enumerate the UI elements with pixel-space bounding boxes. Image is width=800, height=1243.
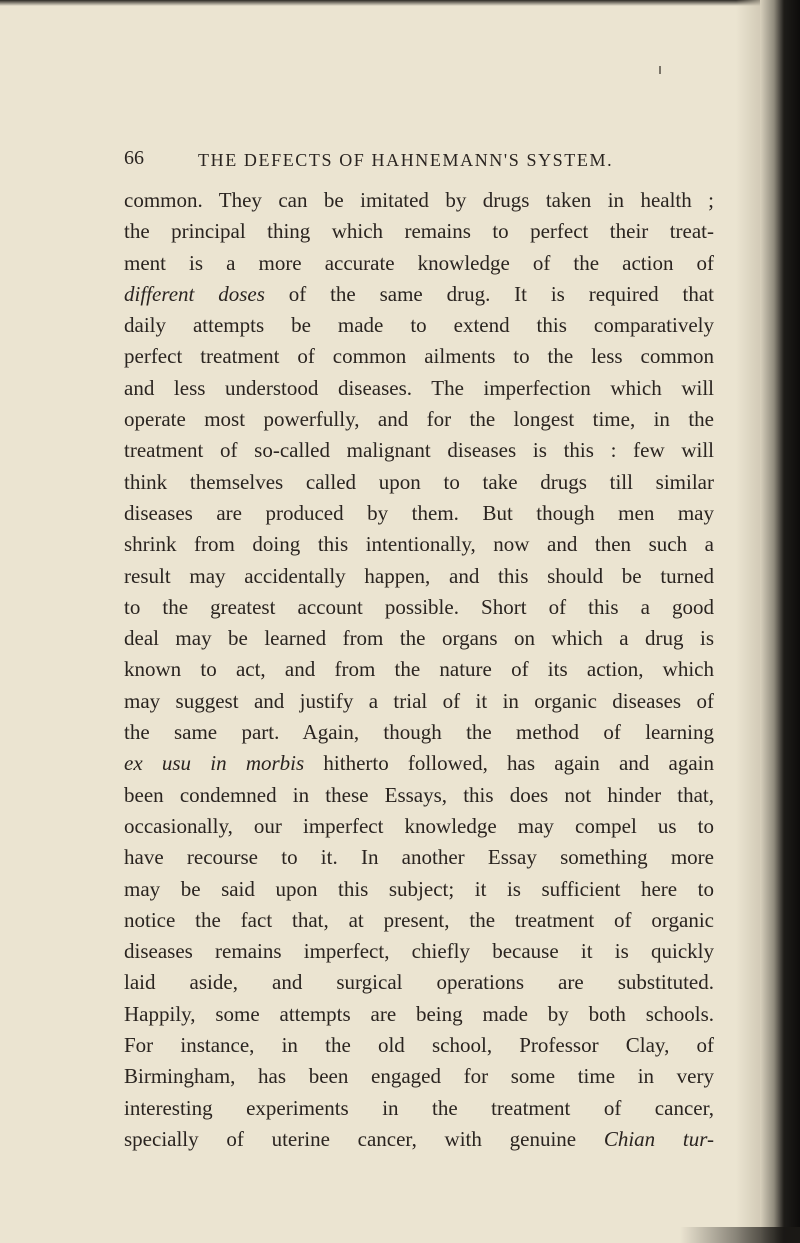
binding-edge [760,0,800,1243]
text-line: to the greatest account possible. Short of this a good [124,594,714,619]
text-line: may be said upon this subject; it is sufficient here to [124,876,714,901]
text-line: think themselves called upon to take drugs till similar [124,469,714,494]
running-head: THE DEFECTS OF HAHNEMANN'S SYSTEM. [198,150,614,170]
italic-phrase: ex usu in morbis [124,751,305,776]
text-line: occasionally, our imperfect knowledge may compel us to [124,813,714,838]
text-line: laid aside, and surgical operations are substituted. [124,970,714,995]
text-line: specially of uterine cancer, with genuine Chian tur- [124,1126,714,1151]
text-line: result may accidentally happen, and this should be turned [124,563,714,588]
text-line: different doses of the same drug. It is required that [124,281,714,306]
page-header [124,146,744,176]
text-line: ex usu in morbis hitherto followed, has again and again [124,751,714,776]
text-line: the principal thing which remains to perfect their treat- [124,219,714,244]
binding-gutter [736,0,760,1243]
text-line: Birmingham, has been engaged for some time in very [124,1064,714,1089]
bottom-corner-shadow [680,1227,800,1243]
text-line: operate most powerfully, and for the longest time, in the [124,407,714,432]
text-line: diseases are produced by them. But though men may [124,500,714,525]
text-line: may suggest and justify a trial of it in organic diseases of [124,688,714,713]
text-line: diseases remains imperfect, chiefly because it is quickly [124,939,714,964]
text-line: interesting experiments in the treatment of cancer, [124,1095,714,1120]
italic-phrase: different doses [124,281,265,306]
text-line: the same part. Again, though the method of learning [124,720,714,745]
body-text [124,185,714,1155]
text-line: shrink from doing this intentionally, now and then such a [124,532,714,557]
stray-ink-mark [659,66,661,74]
text-line: daily attempts be made to extend this comparatively [124,313,714,338]
text-line: have recourse to it. In another Essay something more [124,845,714,870]
text-line: and less understood diseases. The imperfection which will [124,375,714,400]
text-line: been condemned in these Essays, this does not hinder that, [124,782,714,807]
text-line: For instance, in the old school, Professor Clay, of [124,1033,714,1058]
text-line: perfect treatment of common ailments to the less common [124,344,714,369]
text-line: known to act, and from the nature of its action, which [124,657,714,682]
text-line: common. They can be imitated by drugs taken in health ; [124,188,714,212]
page-number: 66 [124,147,144,169]
text-line: deal may be learned from the organs on which a drug is [124,626,714,651]
text-line: notice the fact that, at present, the treatment of organic [124,907,714,932]
text-line: Happily, some attempts are being made by both schools. [124,1001,714,1026]
italic-phrase: Chian tur- [603,1126,714,1151]
top-edge-shadow [0,0,800,6]
text-line: treatment of so-called malignant diseases is this : few will [124,438,714,463]
text-line: ment is a more accurate knowledge of the action of [124,250,714,275]
